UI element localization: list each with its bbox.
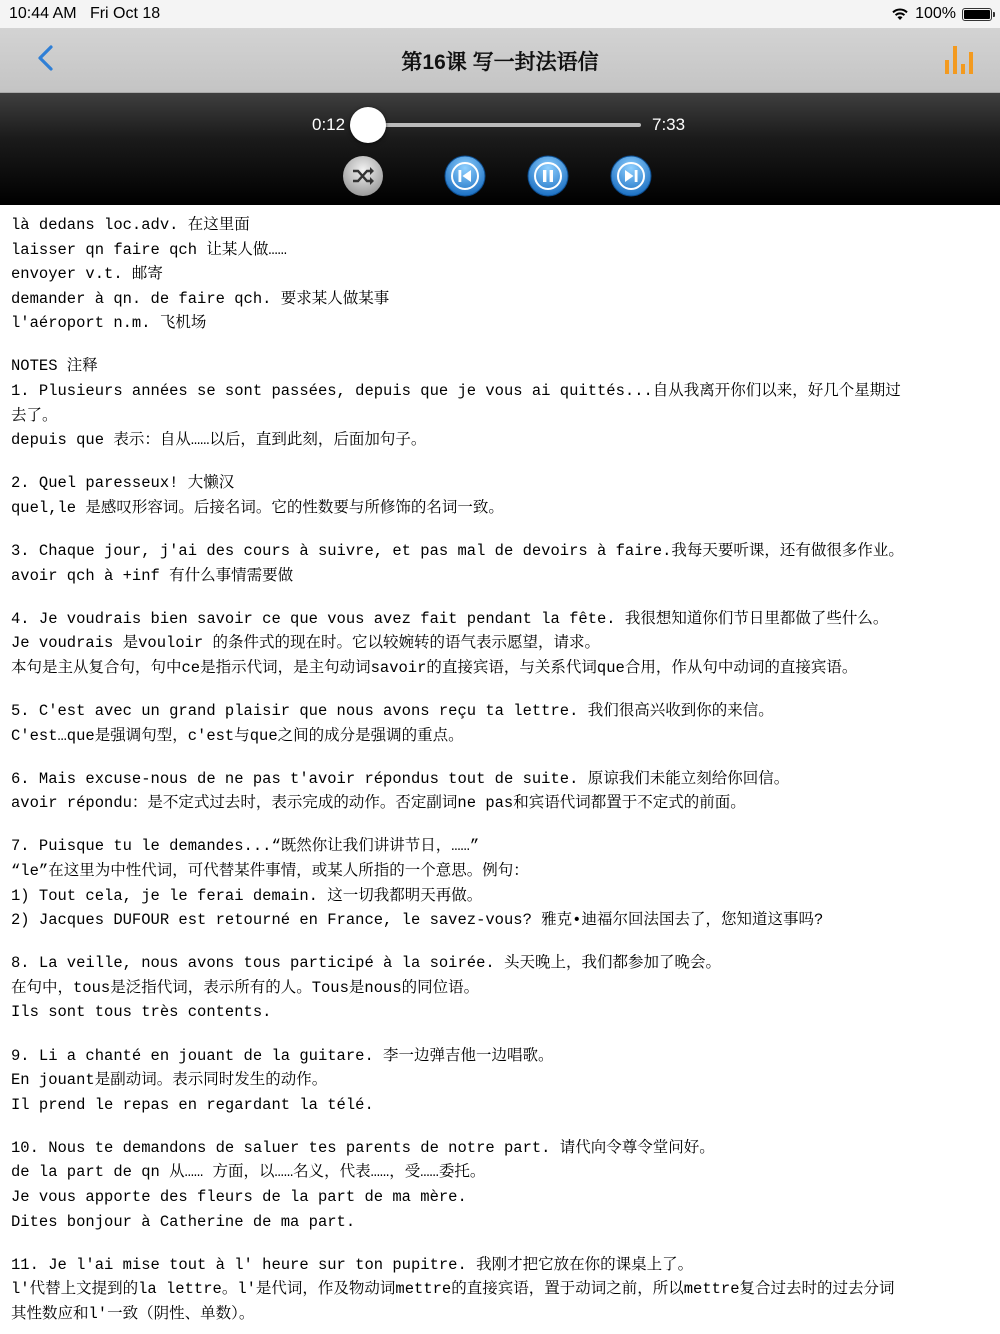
nav-bar [0, 28, 1000, 93]
battery-percent: 100% [915, 5, 956, 22]
text-line: 9. Li a chanté en jouant de la guitare. 李一边弹吉他一边唱歌。 [11, 1046, 554, 1065]
text-line: Je vous apporte des fleurs de la part de ma mère. [11, 1188, 467, 1206]
text-line: 6. Mais excuse-nous de ne pas t'avoir répondus tout de suite. 原谅我们未能立刻给你回信。 [11, 769, 790, 788]
paragraph-gap [11, 933, 991, 952]
text-line: 其性数应和l'一致（阴性、单数）。 [11, 1304, 255, 1323]
text-line: l'aéroport n.m. 飞机场 [11, 314, 207, 333]
paragraph-gap [11, 588, 991, 607]
text-line: 10. Nous te demandons de saluer tes parents de notre part. 请代向令尊令堂问好。 [11, 1138, 715, 1157]
text-line: 2. Quel paresseux! 大懒汉 [11, 474, 235, 493]
paragraph-gap [11, 521, 991, 540]
skip-back-icon [444, 155, 486, 197]
text-line: 4. Je voudrais bien savoir ce que vous avez fait pendant la fête. 我很想知道你们节日里都做了些什么。 [11, 609, 889, 628]
lesson-text [0, 205, 991, 1326]
text-line: 去了。 [11, 406, 58, 425]
paragraph-gap [11, 748, 991, 767]
text-line: NOTES 注释 [11, 357, 98, 376]
elapsed-time: 0:12 [312, 115, 346, 134]
shuffle-button[interactable] [342, 155, 384, 197]
paragraph-gap [11, 681, 991, 700]
text-line: 7. Puisque tu le demandes...“既然你让我们讲讲节日，……” [11, 837, 480, 856]
text-line: là dedans loc.adv. 在这里面 [11, 216, 250, 234]
wifi-icon [891, 7, 909, 21]
text-line: 本句是主从复合句，句中ce是指示代词，是主句动词savoir的直接宾语，与关系代词que合用，作从句中动词的直接宾语。 [11, 658, 858, 677]
shuffle-icon [342, 155, 384, 197]
text-line: 11. Je l'ai mise tout à l' heure sur ton pupitre. 我刚才把它放在你的课桌上了。 [11, 1255, 694, 1274]
bar-chart-icon [944, 42, 974, 76]
text-line: C'est…que是强调句型，c'est与que之间的成分是强调的重点。 [11, 726, 464, 745]
text-line: 2) Jacques DUFOUR est retourné en France, le savez-vous? 雅克•迪福尔回法国去了，您知道这事吗? [11, 911, 824, 930]
text-line: laisser qn faire qch 让某人做…… [11, 240, 287, 259]
previous-button[interactable] [444, 155, 486, 197]
paragraph-gap [11, 1117, 991, 1136]
text-line: 3. Chaque jour, j'ai des cours à suivre, et pas mal de devoirs à faire.我每天要听课，还有做很多作业。 [11, 542, 904, 561]
status-time: 10:44 AM Fri Oct 18 [9, 5, 161, 22]
text-line: Ils sont tous très contents. [11, 1003, 272, 1022]
text-line: 1. Plusieurs années se sont passées, depuis que je vous ai quittés...自从我离开你们以来，好几个星期过 [11, 382, 901, 401]
pause-button[interactable] [527, 155, 569, 197]
text-line: “le”在这里为中性代词，可代替某件事情，或某人所指的一个意思。例句： [11, 861, 529, 880]
next-button[interactable] [610, 155, 652, 197]
text-line: demander à qn. de faire qch. 要求某人做某事 [11, 289, 390, 308]
skip-forward-icon [610, 155, 652, 197]
text-line: de la part de qn 从…… 方面，以……名义，代表……，受……委托。 [11, 1163, 486, 1182]
text-line: 在句中，tous是泛指代词，表示所有的人。Tous是nous的同位语。 [11, 978, 480, 997]
paragraph-gap [11, 1234, 991, 1253]
text-line: Il prend le repas en regardant la télé. [11, 1095, 374, 1114]
paragraph-gap [11, 816, 991, 835]
text-line: Je voudrais 是vouloir 的条件式的现在时。它以较婉转的语气表示愿望，请求。 [11, 634, 601, 653]
pause-icon [527, 155, 569, 197]
menu-button[interactable] [944, 42, 974, 76]
slider-thumb[interactable] [350, 107, 386, 143]
audio-player [0, 93, 1000, 205]
paragraph-gap [11, 1025, 991, 1044]
text-line: Dites bonjour à Catherine de ma part. [11, 1212, 356, 1231]
progress-slider[interactable] [360, 123, 641, 127]
text-line: 5. C'est avec un grand plaisir que nous avons reçu ta lettre. 我们很高兴收到你的来信。 [11, 702, 774, 720]
paragraph-gap [11, 336, 991, 355]
page-title: 第16课 写一封法语信 [401, 51, 599, 74]
text-line: quel,le 是感叹形容词。后接名词。它的性数要与所修饰的名词一致。 [11, 498, 504, 517]
total-time: 7:33 [652, 115, 686, 134]
battery-icon [962, 8, 992, 21]
text-line: l'代替上文提到的la lettre。l'是代词，作及物动词mettre的直接宾语，置于动词之前，所以mettre复合过去时的过去分词 [11, 1280, 895, 1299]
text-line: 1) Tout cela, je le ferai demain. 这一切我都明天再做。 [11, 886, 483, 905]
text-line: avoir répondu：是不定式过去时，表示完成的动作。否定副词ne pas和宾语代词都置于不定式的前面。 [11, 794, 746, 813]
text-line: avoir qch à +inf 有什么事情需要做 [11, 566, 294, 585]
text-line: 8. La veille, nous avons tous participé à la soirée. 头天晚上，我们都参加了晚会。 [11, 954, 721, 973]
text-line: En jouant是副动词。表示同时发生的动作。 [11, 1071, 328, 1090]
text-line: envoyer v.t. 邮寄 [11, 265, 163, 284]
paragraph-gap [11, 453, 991, 472]
status-bar [0, 0, 1000, 28]
text-line: depuis que 表示：自从……以后，直到此刻，后面加句子。 [11, 431, 427, 450]
status-right [891, 5, 992, 23]
